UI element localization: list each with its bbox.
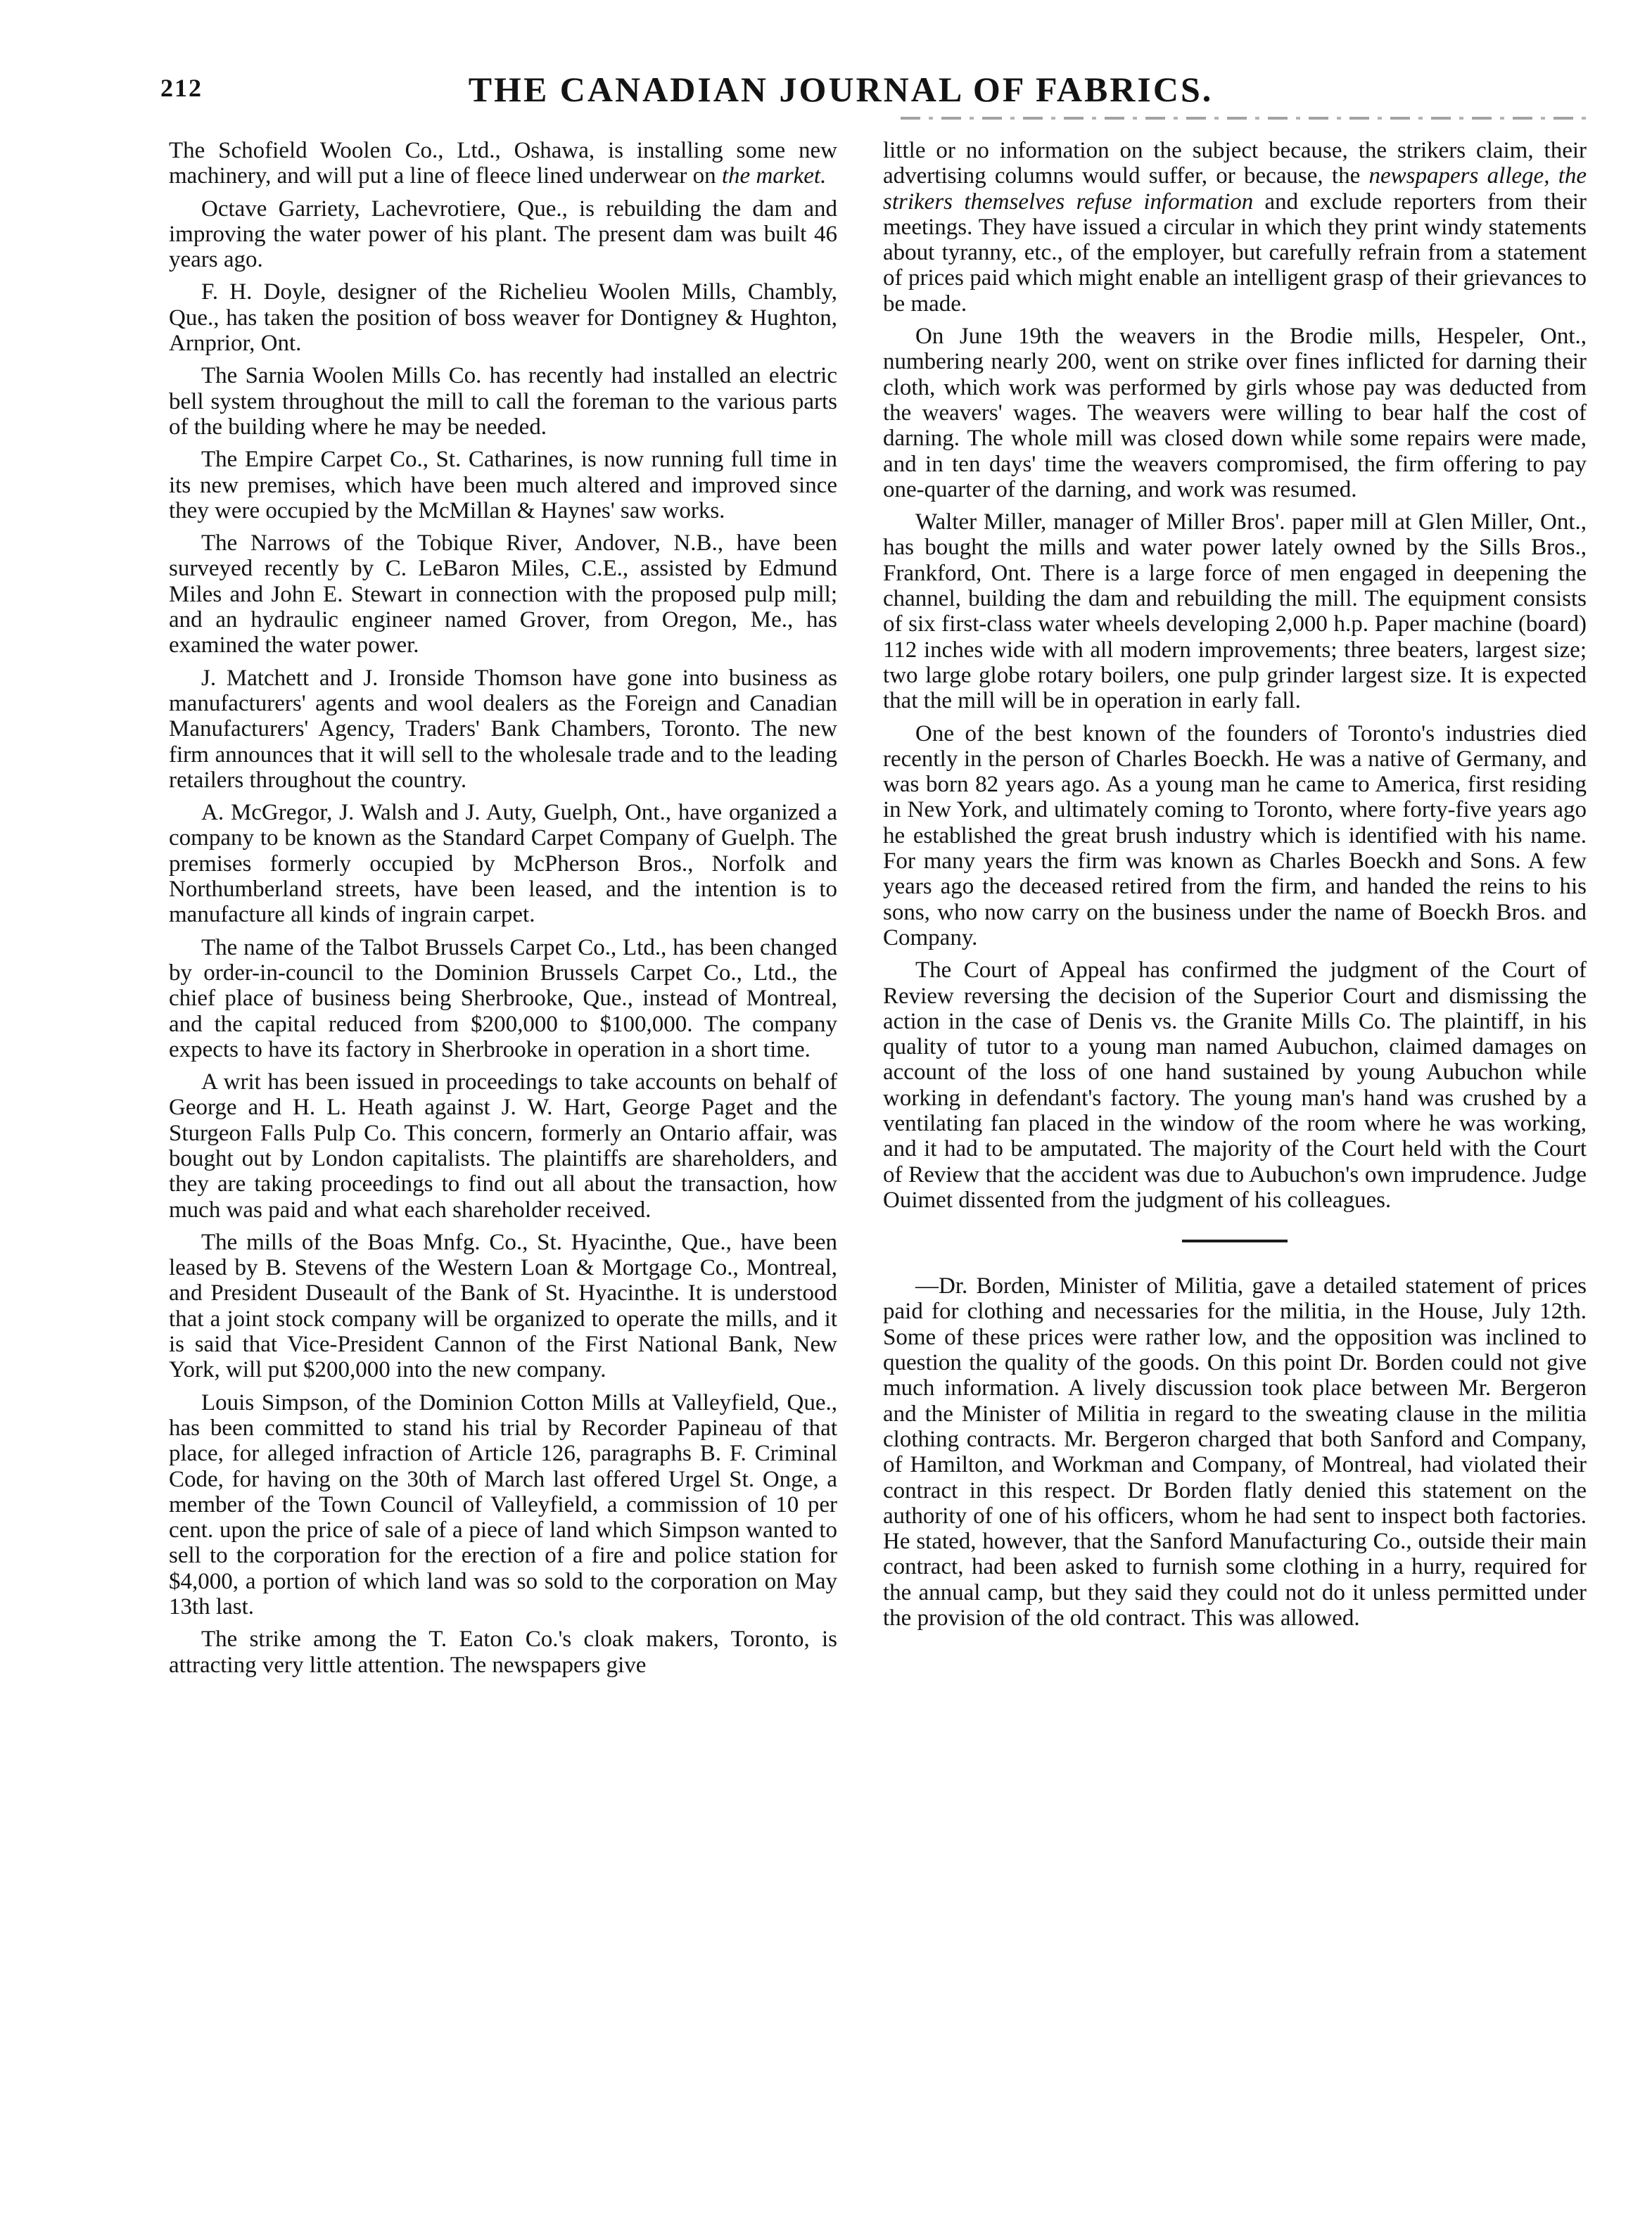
paragraph: F. H. Doyle, designer of the Richelieu Woolen Mills, Chambly, Que., has taken the position of boss weaver for Dontigney & Hughton, Arnprior, Ont. [169, 279, 837, 357]
paragraph: The Sarnia Woolen Mills Co. has recently had installed an electric bell system throughout the mill to call the foreman to the various parts of the building where he may be needed. [169, 363, 837, 440]
paragraph: Louis Simpson, of the Dominion Cotton Mills at Valleyfield, Que., has been committed to stand his trial by Recorder Papineau of that place, for alleged infraction of Article 126, paragraphs B. F. Criminal Code, for having on the 30th of March last offered Urgel St. Onge, a member of the Town Council of Valleyfield, a commission of 10 per cent. upon the price of sale of a piece of land which Simpson wanted to sell to the corporation for the erection of a fire and police station for $4,000, a portion of which land was so sold to the corporation on May 13th last. [169, 1389, 837, 1620]
paragraph: The strike among the T. Eaton Co.'s cloak makers, Toronto, is attracting very little attention. The newspapers give [169, 1627, 837, 1678]
paragraph: Walter Miller, manager of Miller Bros'. paper mill at Glen Miller, Ont., has bought the mills and water power lately owned by the Sills Bros., Frankford, Ont. There is a large force of men engaged in deepening the channel, building the dam and rebuilding the mill. The equipment consists of six first-class water wheels developing 2,000 h.p. Paper machine (board) 112 inches wide with all modern improvements; three beaters, largest size; two large globe rotary boilers, one pulp grinder largest size. It is expected that the mill will be in operation in early fall. [883, 509, 1587, 714]
paragraph: On June 19th the weavers in the Brodie mills, Hespeler, Ont., numbering nearly 200, went on strike over fines inflicted for darning their cloth, which work was performed by girls whose pay was deducted from the weavers' wages. The weavers were willing to bear half the cost of darning. The whole mill was closed down while some repairs were made, and in ten days' time the weavers compromised, the firm offering to pay one-quarter of the darning, and work was resumed. [883, 324, 1587, 502]
paragraph: A. McGregor, J. Walsh and J. Auty, Guelph, Ont., have organized a company to be known as the Standard Carpet Company of Guelph. The premises formerly occupied by McPherson Bros., Norfolk and Northumberland streets, have been leased, and the intention is to manufacture all kinds of ingrain carpet. [169, 800, 837, 928]
paragraph: —Dr. Borden, Minister of Militia, gave a detailed statement of prices paid for clothing and necessaries for the militia, in the House, July 12th. Some of these prices were rather low, and the opposition was inclined to question the quality of the goods. On this point Dr. Borden could not give much information. A lively discussion took place between Mr. Bergeron and the Minister of Militia in regard to the sweating clause in the militia clothing contracts. Mr. Bergeron charged that both Sanford and Company, of Hamilton, and Workman and Company, of Montreal, had violated their contract in this respect. Dr Borden flatly denied this statement on the authority of one of his officers, whom he had sent to inspect both factories. He stated, however, that the Sanford Manufacturing Co., outside their main contract, had been asked to furnish some clothing in a hurry, required for the annual camp, but they said they could not do it unless permitted under the provision of the old contract. This was allowed. [883, 1273, 1587, 1631]
paragraph: The Schofield Woolen Co., Ltd., Oshawa, is installing some new machinery, and will put a line of fleece lined underwear on the market. [169, 138, 837, 189]
paragraph: The Empire Carpet Co., St. Catharines, is now running full time in its new premises, which have been much altered and improved since they were occupied by the McMillan & Haynes' saw works. [169, 447, 837, 523]
section-divider [1182, 1240, 1288, 1242]
right-column [883, 138, 1587, 1638]
journal-title: THE CANADIAN JOURNAL OF FABRICS. [468, 70, 1214, 109]
left-column [169, 138, 837, 1685]
paragraph: little or no information on the subject because, the strikers claim, their advertising columns would suffer, or because, the newspapers allege, the strikers themselves refuse information and exclude reporters from their meetings. They have issued a circular in which they print windy statements about tyranny, etc., of the employer, but carefully refrain from a statement of prices paid which might enable an intelligent grasp of their grievances to be made. [883, 138, 1587, 317]
paragraph: The Narrows of the Tobique River, Andover, N.B., have been surveyed recently by C. LeBaron Miles, C.E., assisted by Edmund Miles and John E. Stewart in connection with the proposed pulp mill; and an hydraulic engineer named Grover, from Oregon, Me., has examined the water power. [169, 530, 837, 658]
page-number: 212 [160, 74, 203, 102]
paragraph: The Court of Appeal has confirmed the judgment of the Court of Review reversing the decision of the Superior Court and dismissing the action in the case of Denis vs. the Granite Mills Co. The plaintiff, in his quality of tutor to a young man named Aubuchon, claimed damages on account of the loss of one hand sustained by young Aubuchon while working in defendant's factory. The young man's hand was crushed by a ventilating fan placed in the window of the room where he was working, and it had to be amputated. The majority of the Court held with the Court of Review that the accident was due to Aubuchon's own imprudence. Judge Ouimet dissented from the judgment of his colleagues. [883, 957, 1587, 1213]
paragraph: The mills of the Boas Mnfg. Co., St. Hyacinthe, Que., have been leased by B. Stevens of the Western Loan & Mortgage Co., Montreal, and President Duseault of the Bank of St. Hyacinthe. It is understood that a joint stock company will be organized to operate the mills, and it is said that Vice-President Cannon of the First National Bank, New York, will put $200,000 into the new company. [169, 1229, 837, 1383]
paragraph: J. Matchett and J. Ironside Thomson have gone into business as manufacturers' agents and wool dealers as the Foreign and Canadian Manufacturers' Agency, Traders' Bank Chambers, Toronto. The new firm announces that it will sell to the wholesale trade and to the leading retailers throughout the country. [169, 665, 837, 793]
paragraph: A writ has been issued in proceedings to take accounts on behalf of George and H. L. Heath against J. W. Hart, George Paget and the Sturgeon Falls Pulp Co. This concern, formerly an Ontario affair, was bought out by London capitalists. The plaintiffs are shareholders, and they are taking proceedings to find out all about the transaction, how much was paid and what each shareholder received. [169, 1069, 837, 1223]
paragraph: One of the best known of the founders of Toronto's industries died recently in the person of Charles Boeckh. He was a native of Germany, and was born 82 years ago. As a young man he came to America, first residing in New York, and ultimately coming to Toronto, where forty-five years ago he established the great brush industry which is identified with his name. For many years the firm was known as Charles Boeckh and Sons. A few years ago the deceased retired from the firm, and handed the reins to his sons, who now carry on the business under the name of Boeckh Bros. and Company. [883, 720, 1587, 950]
header-rule [901, 117, 1590, 120]
paragraph: Octave Garriety, Lachevrotiere, Que., is rebuilding the dam and improving the water power of his plant. The present dam was built 46 years ago. [169, 196, 837, 273]
paragraph: The name of the Talbot Brussels Carpet Co., Ltd., has been changed by order-in-council to the Dominion Brussels Carpet Co., Ltd., the chief place of business being Sherbrooke, Que., instead of Montreal, and the capital reduced from $200,000 to $100,000. The company expects to have its factory in Sherbrooke in operation in a short time. [169, 934, 837, 1062]
page-header [155, 69, 1527, 118]
